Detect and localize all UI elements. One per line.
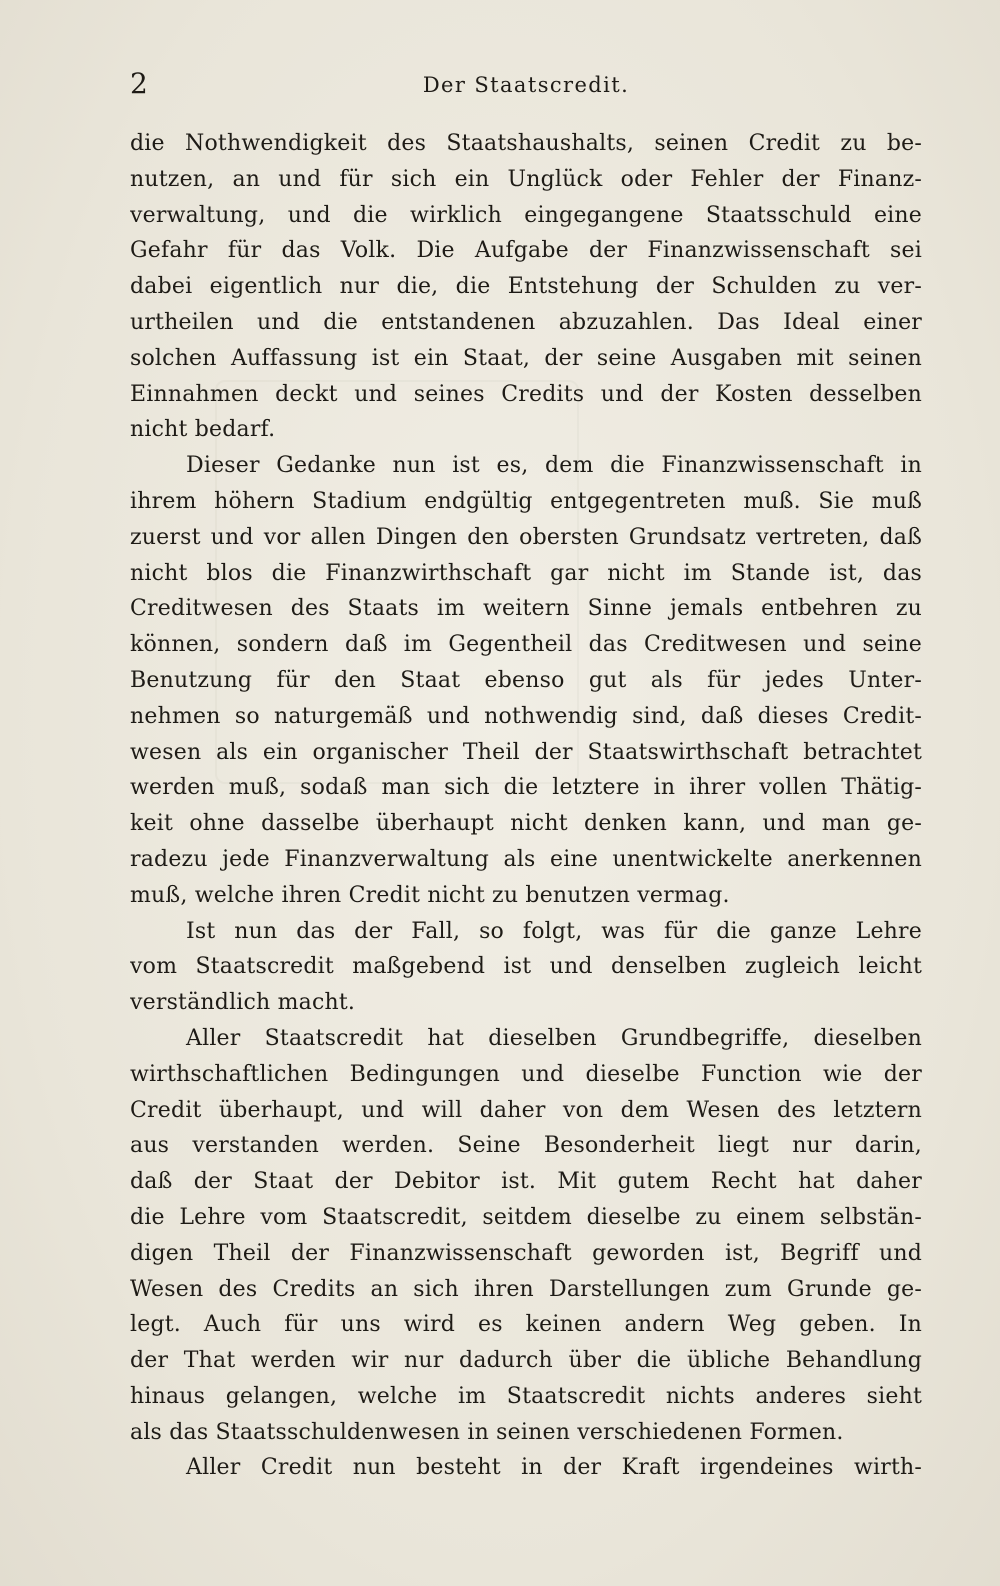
text-line: die Lehre vom Staatscredit, seitdem dieselbe zu einem selbstän- [130, 1204, 922, 1230]
body-text [130, 126, 922, 1486]
text-line: verständlich macht. [130, 990, 356, 1016]
text-line: verwaltung, und die wirklich eingegangene Staatsschuld eine [130, 202, 922, 228]
text-line: Aller Credit nun besteht in der Kraft irgendeines wirth- [186, 1455, 922, 1481]
text-line: ihrem höhern Stadium endgültig entgegentreten muß. Sie muß [130, 488, 922, 514]
text-line: nutzen, an und für sich ein Unglück oder Fehler der Finanz- [130, 166, 922, 192]
text-line: solchen Auffassung ist ein Staat, der seine Ausgaben mit seinen [130, 345, 922, 371]
text-line: Benutzung für den Staat ebenso gut als für jedes Unter- [130, 667, 922, 693]
text-line: als das Staatsschuldenwesen in seinen verschiedenen Formen. [130, 1419, 844, 1445]
text-line: wirthschaftlichen Bedingungen und dieselbe Function wie der [130, 1061, 922, 1087]
text-line: Aller Staatscredit hat dieselben Grundbegriffe, dieselben [186, 1025, 922, 1051]
text-line: daß der Staat der Debitor ist. Mit gutem Recht hat daher [130, 1169, 922, 1195]
running-title: Der Staatscredit. [422, 73, 630, 97]
text-line: werden muß, sodaß man sich die letztere in ihrer vollen Thätig- [130, 775, 922, 801]
text-line: die Nothwendigkeit des Staatshaushalts, seinen Credit zu be- [130, 131, 922, 156]
text-line: Einnahmen deckt und seines Credits und der Kosten desselben [130, 381, 922, 407]
page-number: 2 [130, 67, 149, 100]
text-line: Ist nun das der Fall, so folgt, was für die ganze Lehre [186, 918, 922, 944]
text-line: der That werden wir nur dadurch über die übliche Behandlung [130, 1348, 922, 1374]
text-line: wesen als ein organischer Theil der Staatswirthschaft betrachtet [130, 739, 922, 765]
text-line: nicht bedarf. [130, 417, 276, 443]
text-line: Credit überhaupt, und will daher von dem Wesen des letztern [130, 1097, 922, 1123]
text-line: keit ohne dasselbe überhaupt nicht denken kann, und man ge- [130, 811, 922, 837]
text-line: hinaus gelangen, welche im Staatscredit nichts anderes sieht [130, 1383, 922, 1409]
text-line: Wesen des Credits an sich ihren Darstellungen zum Grunde ge- [130, 1276, 922, 1302]
text-line: nicht blos die Finanzwirthschaft gar nicht im Stande ist, das [130, 560, 922, 586]
text-line: legt. Auch für uns wird es keinen andern Weg geben. In [130, 1312, 922, 1338]
text-line: dabei eigentlich nur die, die Entstehung der Schulden zu ver- [130, 274, 922, 300]
text-line: vom Staatscredit maßgebend ist und denselben zugleich leicht [130, 954, 922, 980]
page-header [130, 60, 922, 110]
text-line: zuerst und vor allen Dingen den obersten Grundsatz vertreten, daß [130, 524, 922, 550]
text-line: urtheilen und die entstandenen abzuzahlen. Das Ideal einer [130, 309, 922, 335]
text-line: aus verstanden werden. Seine Besonderheit liegt nur darin, [130, 1133, 922, 1159]
text-line: muß, welche ihren Credit nicht zu benutzen vermag. [130, 882, 730, 908]
text-line: digen Theil der Finanzwissenschaft geworden ist, Begriff und [130, 1240, 922, 1266]
text-line: nehmen so naturgemäß und nothwendig sind, daß dieses Credit- [130, 703, 922, 729]
text-line: Dieser Gedanke nun ist es, dem die Finanzwissenschaft in [186, 453, 922, 479]
text-line: Gefahr für das Volk. Die Aufgabe der Finanzwissenschaft sei [130, 238, 922, 264]
text-line: können, sondern daß im Gegentheil das Creditwesen und seine [130, 632, 922, 658]
text-line: radezu jede Finanzverwaltung als eine unentwickelte anerkennen [130, 846, 922, 872]
text-line: Creditwesen des Staats im weitern Sinne jemals entbehren zu [130, 596, 922, 622]
